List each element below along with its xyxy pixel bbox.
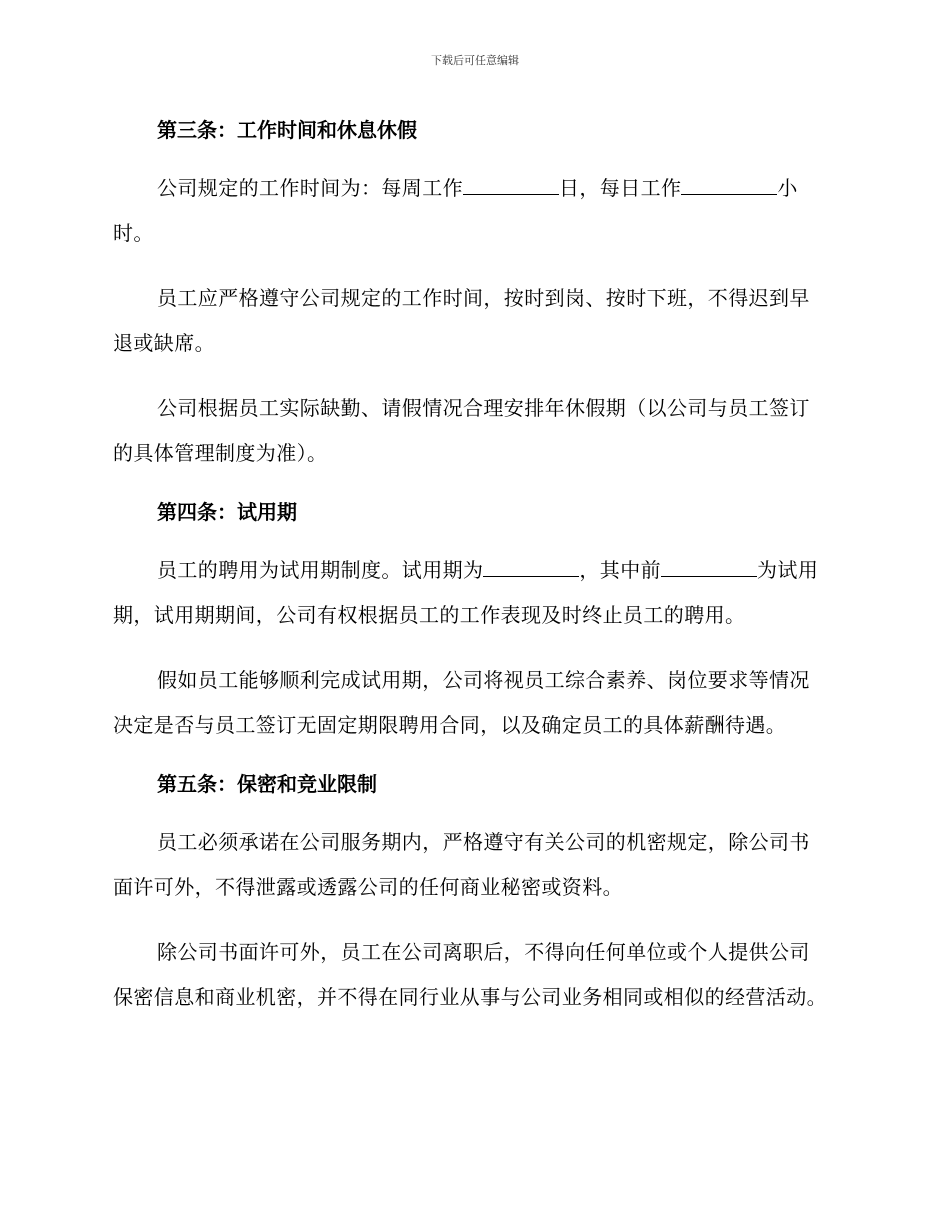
paragraph: 假如员工能够顺利完成试用期，公司将视员工综合素养、岗位要求等情况决定是否与员工签订无固定期限聘用合同，以及确定员工的具体薪酬待遇。: [113, 668, 810, 737]
text-segment: 公司规定的工作时间为：每周工作: [157, 176, 463, 200]
paragraph-probation-period: [113, 548, 830, 638]
text-segment: ，其中前: [579, 558, 662, 582]
fill-in-blank: [463, 176, 559, 195]
fill-in-blank: [483, 558, 579, 577]
text-segment: 为试用期，试用期期间，公司有权根据员工的工作表现及时终止员工的聘用。: [113, 558, 819, 627]
paragraph: 除公司书面许可外，员工在公司离职后，不得向任何单位或个人提供公司保密信息和商业机密，并不得在同行业从事与公司业务相同或相似的经营活动。: [113, 940, 827, 1009]
document-body: [113, 114, 830, 1040]
section-heading: 第四条：试用期: [157, 500, 297, 524]
paragraph: 公司根据员工实际缺勤、请假情况合理安排年休假期（以公司与员工签订的具体管理制度为准）。: [113, 396, 810, 465]
paragraph: 员工必须承诺在公司服务期内，严格遵守有关公司的机密规定，除公司书面许可外，不得泄露或透露公司的任何商业秘密或资料。: [113, 830, 810, 899]
section-heading: 第五条：保密和竞业限制: [157, 772, 377, 796]
text-segment: 小时。: [113, 176, 798, 245]
paragraph-working-hours: [113, 166, 830, 256]
section-heading: 第三条：工作时间和休息休假: [157, 118, 417, 142]
fill-in-blank: [681, 176, 777, 195]
text-segment: 员工的聘用为试用期制度。试用期为: [157, 558, 484, 582]
page-header: 下载后可任意编辑: [431, 54, 519, 67]
fill-in-blank: [661, 558, 757, 577]
text-segment: 日，每日工作: [559, 176, 682, 200]
paragraph: 员工应严格遵守公司规定的工作时间，按时到岗、按时下班，不得迟到早退或缺席。: [113, 286, 810, 355]
